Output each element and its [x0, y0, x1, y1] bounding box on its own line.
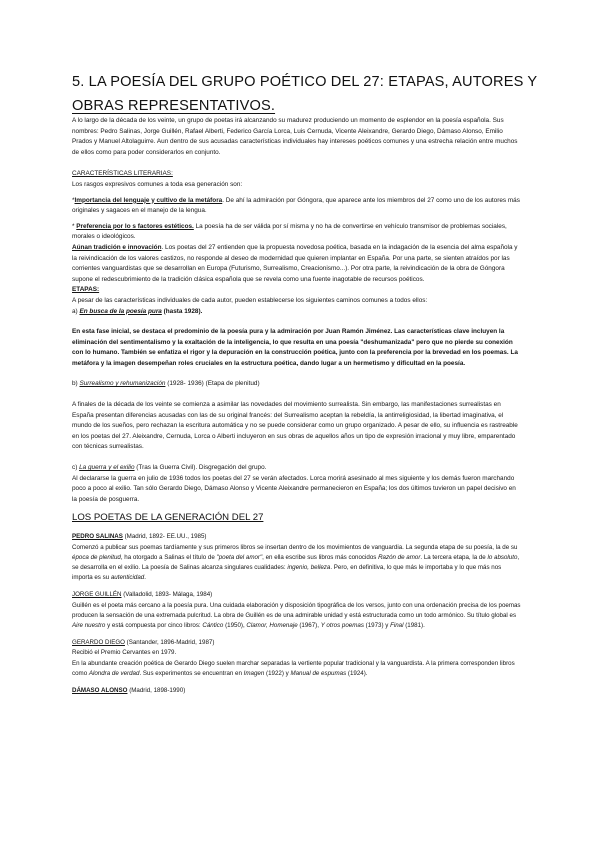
stage-b-prefix: b) — [72, 380, 80, 388]
intro-paragraph: A lo largo de la década de los veinte, un grupo de poetas irá alcanzando su madurez produciendo un momento de esplendor en la poesía española. Sus nombres: Pedro Salinas, Jorge Guillén, Rafael Alberti, Federico García Lorca, Luis Cernuda, Vicente Aleixandre, Gerardo Diego, Dámaso Alonso, Emilio Prados y Manuel Altolaguirre. Aun dentro de sus acusadas características individuales hay intereses poéticos comunes y una estrecha relación entre muchos de ellos como para poder considerarlos en conjunto. — [72, 117, 518, 156]
poet-salinas-text — [72, 543, 522, 584]
salinas-italic-1: época de plenitud — [72, 553, 121, 561]
guillen-italic-4: Y otros poemas — [320, 622, 364, 630]
diego-text-4: (1924). — [346, 669, 368, 677]
stage-b-text: A finales de la década de los veinte se comienza a asimilar las novedades del movimiento surrealista. Sin embargo, las manifestaciones surrealistas en España presentan diferencias acusadas con las de su original francés: del Surrealismo aceptan la rebeldía, la antirreligiosidad, la libertad imaginativa, el mundo de los sueños, pero rechazan la escritura automática y no se puede considerar como un grupo organizado. A pesar de ello, su influencia es rastreable en los poetas del 27. Aleixandre, Cernuda, Lorca o Alberti incluyeron en sus obras de aquellos años un tipo de expresión irracional y muy libre, emparentado con técnicas surrealistas. — [72, 401, 518, 451]
poet-alonso-dates: (Madrid, 1898-1990) — [127, 687, 186, 695]
diego-text-3: (1922) y — [264, 669, 291, 677]
salinas-italic-2: "poeta del amor" — [216, 553, 263, 561]
stage-a-heading — [72, 307, 522, 318]
salinas-text-4: . La tercera etapa, la de — [420, 553, 488, 561]
guillen-text-3: (1950), — [223, 622, 247, 630]
stage-c-dates: (Tras la Guerra Civil). Disgregación del grupo. — [134, 464, 267, 472]
guillen-text-4: (1967), — [297, 622, 321, 630]
guillen-text-2: y está compuesta por cinco libros: — [105, 622, 203, 630]
stage-a-prefix: a) — [72, 307, 80, 315]
characteristic-item-3-text: . Los poetas del 27 entienden que la propuesta novedosa poética, basada en la indagación de la esencia del alma española y la reivindicación de los valores castizos, no responde al deseo de modernidad que quieren implantar en España. Por una parte, se sienten atraídos por las corrientes vanguardistas que se desarrollan en Europa (Futurismo, Surrealismo, Creacionismo...). Por otra parte, la reivindicación de la obra de Góngora supone el redescubrimiento de la tradición clásica española que se revela como una fuente inagotable de recursos poéticos. — [72, 243, 518, 283]
characteristic-item-2: * Preferencia por lo s factores estéticos. La poesía ha de ser válida por sí misma y no ha de convertirse en vehículo transmisor de problemas sociales, morales o ideológicos. — [72, 222, 507, 241]
diego-text-2: . Sus experimentos se encuentran en — [139, 669, 244, 677]
salinas-italic-6: autenticidad — [110, 574, 145, 582]
salinas-italic-3: Razón de amor — [378, 553, 421, 561]
characteristic-item-1-text: . De ahí la admiración por Góngora, que aparece ante los miembros del 27 como uno de los autores más originales y sagaces en el manejo de la lengua. — [72, 196, 520, 215]
poet-guillen-name: JORGE GUILLÉN — [72, 591, 122, 599]
guillen-italic-3: Clamor, Homenaje — [246, 622, 298, 630]
poet-guillen-heading — [72, 590, 522, 600]
stage-b-dates: (1928- 1936) (Etapa de plenitud) — [165, 380, 260, 388]
poet-guillen-dates: (Valladolid, 1893- Málaga, 1984) — [121, 591, 213, 599]
salinas-text-3: , en ella escribe sus libros más conocidos — [262, 553, 379, 561]
characteristic-item-2-label: Preferencia por lo s factores estéticos. — [76, 222, 194, 230]
characteristic-item-1-label: Importancia del lenguaje y cultivo de la metáfora — [74, 196, 223, 204]
poet-salinas-heading — [72, 532, 522, 542]
title-line-1: 5. LA POESÍA DEL GRUPO POÉTICO DEL 27: ETAPAS, AUTORES Y — [72, 74, 538, 90]
stage-c-text: Al declararse la guerra en julio de 1936 todos los poetas del 27 se verán afectados. Lorca morirá asesinado al mes siguiente y los demás fueron marchando poco a poco al exilio. Tan sólo Gerardo Diego, Dámaso Alonso y Vicente Aleixandre permanecieron en España; los dos últimos tuvieron un papel decisivo en la poesía de posguerra. — [72, 474, 516, 503]
stage-a-label: En busca de la poesía pura — [79, 307, 162, 315]
stage-c-heading — [72, 463, 522, 474]
poet-diego-text — [72, 659, 522, 679]
guillen-text-1: Guillén es el poeta más cercano a la poesía pura. Una cuidada elaboración y disposición tipográfica de los versos, junto con una ordenación precisa de los poemas producen la sensación de una extremada pulcritud. La obra de Guillén es de una admirable unidad y está estructurada como un todo armónico. Su título global es — [72, 601, 521, 619]
guillen-text-6: (1981). — [403, 622, 425, 630]
salinas-text-7: . — [144, 574, 146, 582]
characteristic-item-2-text: La poesía ha de ser válida por sí misma y no ha de convertirse en vehículo transmisor de problemas sociales, morales o ideológicos. — [72, 222, 507, 241]
diego-italic-2: Imagen — [243, 669, 265, 677]
diego-italic-3: Manual de espumas — [290, 669, 347, 677]
poet-diego-heading — [72, 638, 522, 648]
poets-heading: LOS POETAS DE LA GENERACIÓN DEL 27 — [72, 512, 264, 524]
poet-alonso-name: DÁMASO ALONSO — [72, 687, 128, 695]
characteristic-item-3 — [72, 243, 522, 285]
title-line-2: OBRAS REPRESENTATIVOS. — [72, 98, 276, 114]
poet-alonso-heading — [72, 686, 522, 696]
stage-a-text: En esta fase inicial, se destaca el predominio de la poesía pura y la admiración por Juan Ramón Jiménez. Las características clave incluyen la eliminación del sentimentalismo y la exaltación de la inteligencia, lo que resulta en una poesía "deshumanizada" pero que no pierde su conexión con lo humano. También se enfatiza el rigor y la depuración en la construcción poética, junto con la preferencia por la brevedad en los poemas. La metáfora y la imagen desempeñan roles cruciales en la estructura poética, dando lugar a un hermetismo y dificultad en la poesía. — [72, 328, 518, 367]
characteristic-item-1: *Importancia del lenguaje y cultivo de la metáfora. De ahí la admiración por Góngora, que aparece ante los miembros del 27 como uno de los autores más originales y sagaces en el manejo de la lengua. — [72, 196, 520, 215]
stage-b-label: Surrealismo y rehumanización — [79, 380, 166, 388]
poet-salinas-dates: (Madrid, 1892- EE.UU., 1985) — [122, 533, 207, 541]
characteristics-lead: Los rasgos expresivos comunes a toda esa generación son: — [72, 180, 243, 188]
guillen-text-5: (1973) y — [363, 622, 391, 630]
poet-diego-name: GERARDO DIEGO — [72, 639, 125, 647]
poet-diego-dates: (Santander, 1896-Madrid, 1987) — [124, 639, 215, 647]
guillen-italic-2: Cántico — [202, 622, 224, 630]
stage-c-prefix: c) — [72, 464, 80, 472]
guillen-italic-5: Final — [390, 622, 404, 630]
characteristics-heading: CARACTERÍSTICAS LITERARIAS: — [72, 170, 173, 178]
diego-text-1: En la abundante creación poética de Gerardo Diego suelen marchar separadas la vertiente popular tradicional y la vanguardista. A la primera corresponden libros como — [72, 659, 515, 677]
salinas-text-5: , se desarrolla en el exilio. La poesía de Salinas alcanza singulares cualidades: — [72, 553, 520, 572]
salinas-italic-5: ingenio, belleza — [287, 564, 331, 572]
salinas-text-2: , ha otorgado a Salinas el título de — [120, 553, 217, 561]
document-body — [72, 116, 522, 696]
stage-c-label: La guerra y el exilio — [79, 464, 135, 472]
poets-section — [72, 532, 522, 696]
diego-italic-1: Alondra de verdad — [88, 669, 140, 677]
salinas-text-1: Comenzó a publicar sus poemas tardíamente y sus primeros libros se insertan dentro de los movimientos de vanguardia. La segunda etapa de su poesía, la de su — [72, 543, 518, 551]
salinas-italic-4: lo absoluto — [487, 553, 518, 561]
poet-guillen-text — [72, 601, 522, 632]
stage-a-dates: (hasta 1928). — [161, 307, 203, 315]
characteristic-item-3-label: Aúnan tradición e innovación — [72, 243, 162, 251]
stages-heading: ETAPAS: — [72, 286, 100, 294]
guillen-italic-1: Aire nuestro — [72, 622, 106, 630]
salinas-text-6: . Pero, en definitiva, lo que más le importaba y lo que más nos importa es su — [72, 564, 502, 582]
poet-salinas-name: PEDRO SALINAS — [72, 533, 123, 541]
document-title — [72, 70, 538, 118]
stage-b-heading — [72, 379, 522, 390]
stages-lead: A pesar de las características individuales de cada autor, pueden establecerse los siguientes caminos comunes a todos ellos: — [72, 296, 428, 304]
poet-diego-award: Recibió el Premio Cervantes en 1979. — [72, 649, 177, 657]
